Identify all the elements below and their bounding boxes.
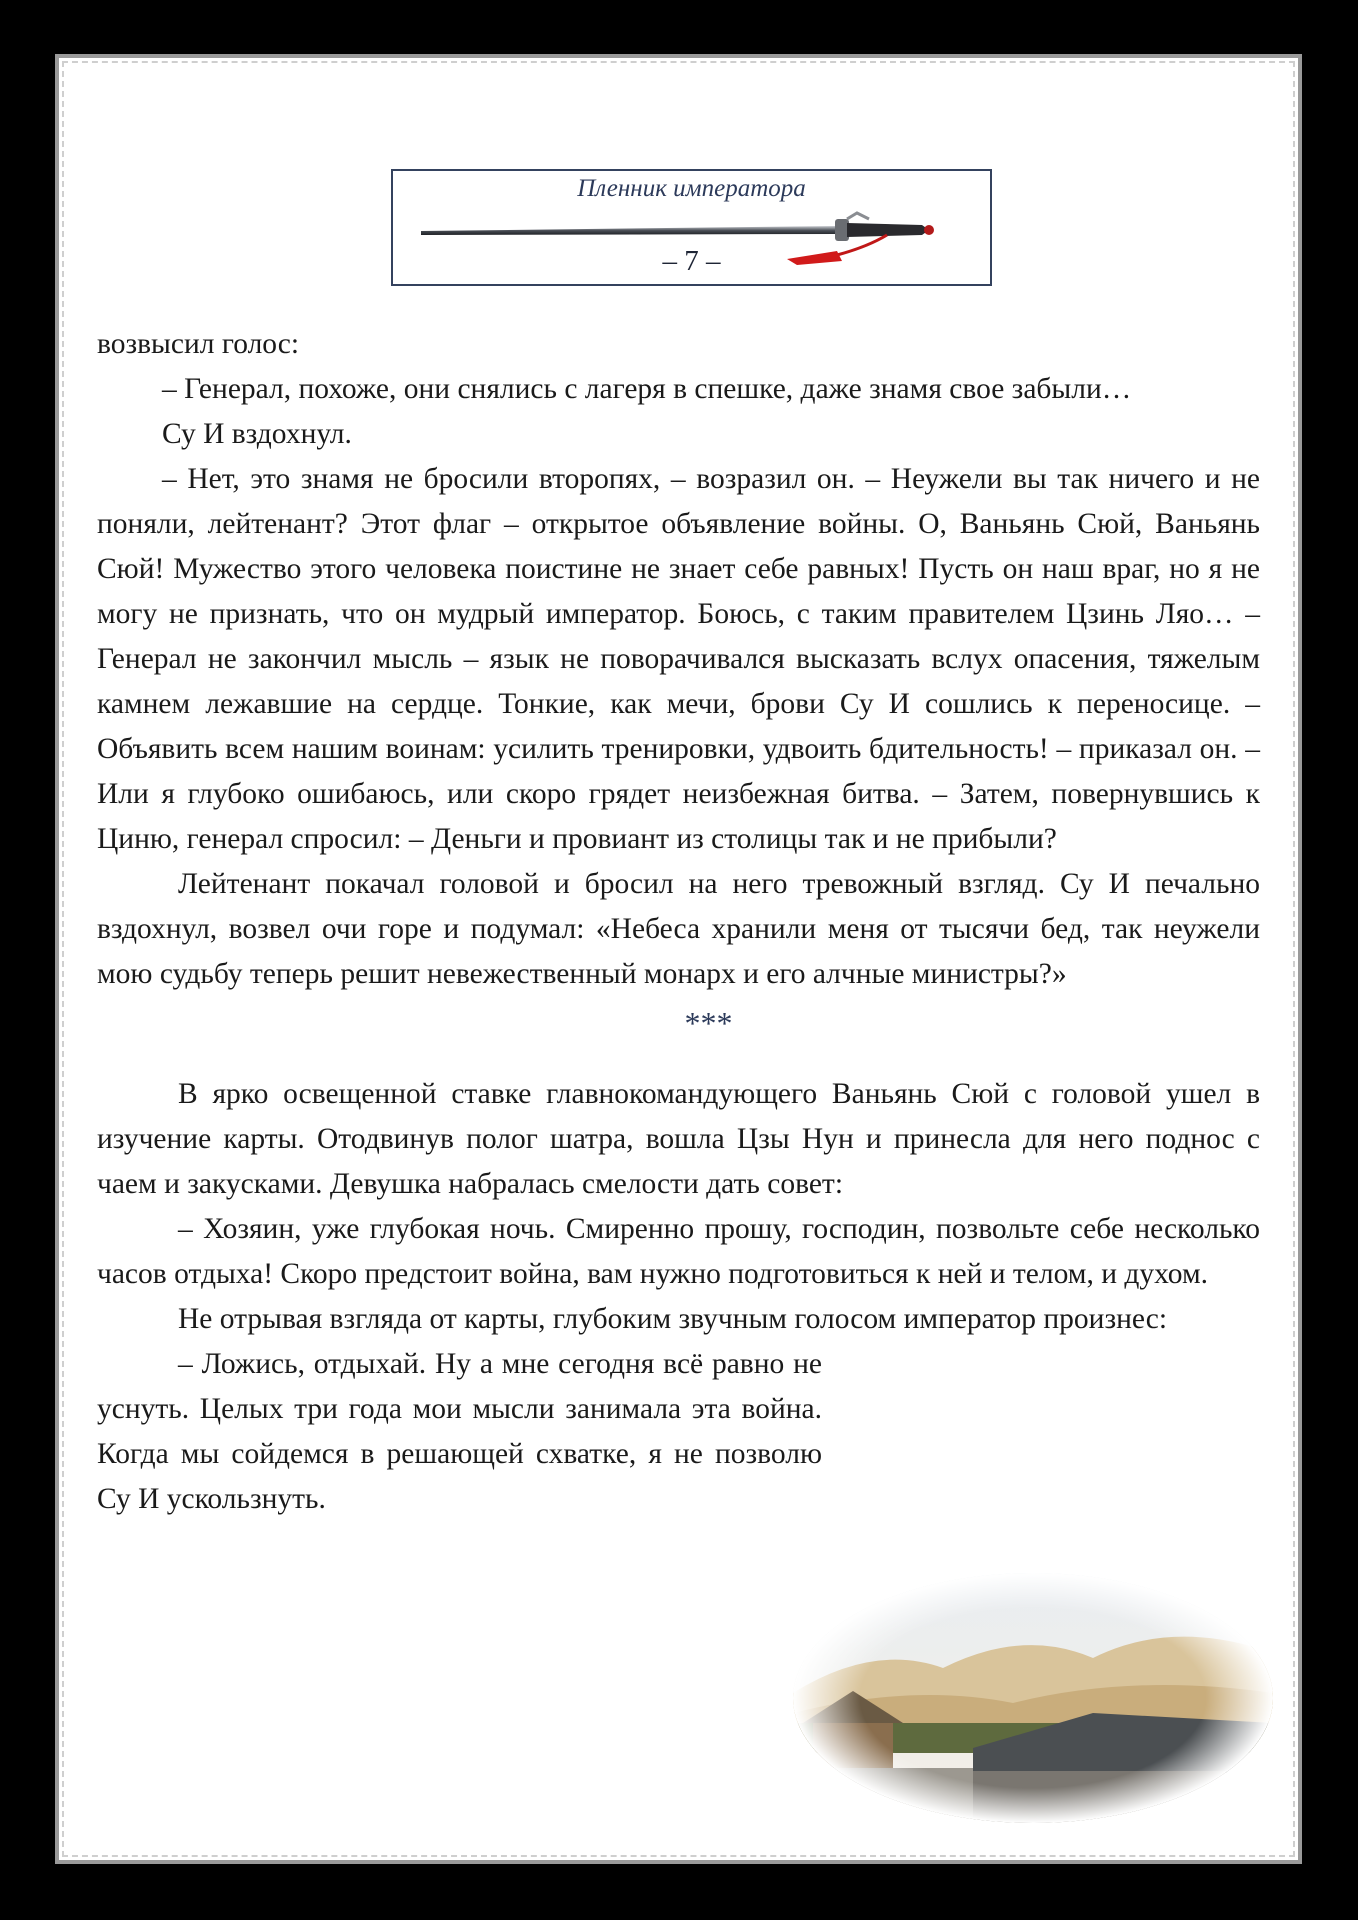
body-text [97, 322, 1260, 1522]
running-header [391, 169, 992, 286]
paragraph: Не отрывая взгляда от карты, глубоким звучным голосом император произнес: [178, 1303, 1168, 1335]
paragraph: возвысил голос: [97, 328, 300, 360]
section-break: *** [684, 1005, 733, 1041]
paragraph: – Нет, это знамя не бросили второпях, – возразил он. – Неужели вы так ничего и не поняли, лейтенант? Этот флаг – открытое объявление войны. О, Ваньянь Сюй, Ваньянь Сюй! Мужество этого человека поистине не знает себе равных! Пусть он наш враг, но я не могу не признать, что он мудрый император. Боюсь, с таким правителем Цзинь Ляо… – Генерал не закончил мысль – язык не поворачивался высказать вслух опасения, тяжелым камнем лежавшие на сердце. Тонкие, как мечи, брови Су И сошлись к переносице. – Объявить всем нашим воинам: усилить тренировки, удвоить бдительность! – приказал он. – Или я глубоко ошибаюсь, или скоро грядет неизбежная битва. – Затем, повернувшись к Циню, генерал спросил: – Деньги и провиант из столицы так и не прибыли? [97, 463, 1260, 855]
landscape-photo [793, 1573, 1273, 1823]
paragraph: В ярко освещенной ставке главнокомандующего Ваньянь Сюй с головой ушел в изучение карты. Отодвинув полог шатра, вошла Цзы Нун и принесла для него поднос с чаем и закусками. Девушка набралась смелости дать совет: [97, 1078, 1260, 1200]
page-number: – 7 – [662, 245, 721, 277]
paragraph: Су И вздохнул. [162, 418, 352, 450]
book-title: Пленник императора [577, 175, 806, 202]
paragraph: – Ложись, отдыхай. Ну а мне сегодня всё равно не уснуть. Целых три года мои мысли занимала эта война. Когда мы сойдемся в решающей схватке, я не позволю Су И ускользнуть. [97, 1348, 822, 1515]
paragraph: – Хозяин, уже глубокая ночь. Смиренно прошу, господин, позвольте себе несколько часов отдыха! Скоро предстоит война, вам нужно подготовиться к ней и телом, и духом. [97, 1213, 1260, 1290]
paragraph: Лейтенант покачал головой и бросил на него тревожный взгляд. Су И печально вздохнул, возвел очи горе и подумал: «Небеса хранили меня от тысячи бед, так неужели мою судьбу теперь решит невежественный монарх и его алчные министры?» [97, 868, 1260, 990]
paragraph: – Генерал, похоже, они снялись с лагеря в спешке, даже знамя свое забыли… [162, 373, 1132, 405]
